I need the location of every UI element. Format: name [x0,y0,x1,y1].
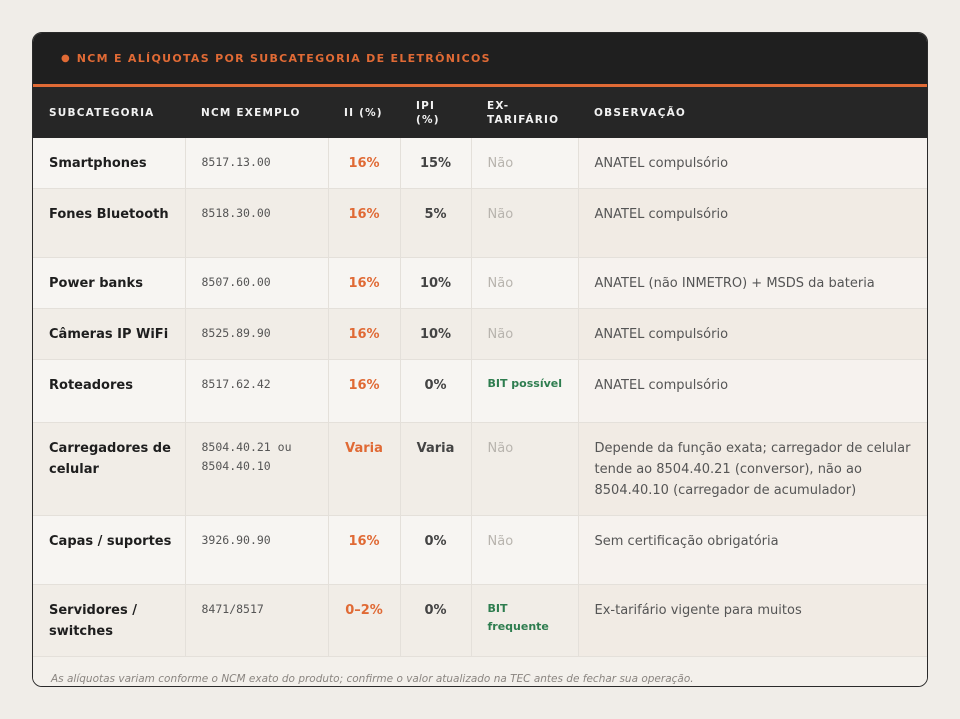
cell-ncm: 8525.89.90 [185,309,328,360]
cell-observacao: Sem certificação obrigatória [578,516,927,585]
cell-ii: Varia [328,423,400,516]
col-header-ex-tarifario: EX-TARIFÁRIO [471,87,578,138]
cell-ii: 16% [328,360,400,423]
cell-ex-tarifario: Não [471,189,578,258]
cell-ncm: 8518.30.00 [185,189,328,258]
cell-ii: 16% [328,189,400,258]
cell-observacao: ANATEL compulsório [578,309,927,360]
cell-ncm: 3926.90.90 [185,516,328,585]
cell-ncm: 8507.60.00 [185,258,328,309]
cell-ii: 16% [328,258,400,309]
cell-subcategoria: Smartphones [33,138,185,189]
card-title: NCM E ALÍQUOTAS POR SUBCATEGORIA DE ELETRÔNICOS [76,52,491,65]
cell-ii: 0–2% [328,585,400,657]
footer-note: As alíquotas variam conforme o NCM exato do produto; confirme o valor atualizado na TEC antes de fechar sua operação. [33,657,927,687]
cell-ii: 16% [328,516,400,585]
table-row [33,258,927,309]
cell-subcategoria: Capas / suportes [33,516,185,585]
cell-ncm: 8517.62.42 [185,360,328,423]
cell-ipi: 10% [400,309,471,360]
cell-observacao: ANATEL (não INMETRO) + MSDS da bateria [578,258,927,309]
card-header [33,33,927,87]
cell-ncm: 8517.13.00 [185,138,328,189]
cell-ncm: 8471/8517 [185,585,328,657]
ncm-table-card [32,32,928,687]
table-row [33,516,927,585]
col-header-subcategoria: SUBCATEGORIA [33,87,185,138]
cell-ipi: 10% [400,258,471,309]
cell-observacao: Ex-tarifário vigente para muitos [578,585,927,657]
cell-ipi: 0% [400,516,471,585]
cell-subcategoria: Câmeras IP WiFi [33,309,185,360]
table-row [33,423,927,516]
cell-ipi: 5% [400,189,471,258]
table-body [33,138,927,657]
cell-ex-tarifario: Não [471,309,578,360]
table-header [33,87,927,138]
cell-observacao: ANATEL compulsório [578,189,927,258]
cell-ex-tarifario: Não [471,423,578,516]
col-header-observacao: OBSERVAÇÃO [578,87,927,138]
cell-subcategoria: Roteadores [33,360,185,423]
cell-observacao: Depende da função exata; carregador de celular tende ao 8504.40.21 (conversor), não ao 8504.40.10 (carregador de acumulador) [578,423,927,516]
cell-subcategoria: Servidores / switches [33,585,185,657]
cell-ipi: 15% [400,138,471,189]
cell-ex-tarifario: Não [471,516,578,585]
cell-ipi: 0% [400,585,471,657]
cell-ipi: 0% [400,360,471,423]
table-row [33,360,927,423]
col-header-ipi: IPI (%) [400,87,471,138]
cell-ex-tarifario: Não [471,138,578,189]
table-row [33,189,927,258]
col-header-ncm: NCM EXEMPLO [185,87,328,138]
cell-observacao: ANATEL compulsório [578,138,927,189]
cell-ncm: 8504.40.21 ou 8504.40.10 [185,423,328,516]
bullet-dot-icon: ● [61,53,70,64]
cell-observacao: ANATEL compulsório [578,360,927,423]
cell-ipi: Varia [400,423,471,516]
table-row [33,309,927,360]
cell-ii: 16% [328,138,400,189]
col-header-ii: II (%) [328,87,400,138]
cell-subcategoria: Carregadores de celular [33,423,185,516]
cell-ex-tarifario: BIT frequente [471,585,578,657]
ncm-table [33,87,927,657]
table-row [33,138,927,189]
cell-ex-tarifario: BIT possível [471,360,578,423]
cell-ex-tarifario: Não [471,258,578,309]
cell-subcategoria: Fones Bluetooth [33,189,185,258]
table-row [33,585,927,657]
cell-ii: 16% [328,309,400,360]
cell-subcategoria: Power banks [33,258,185,309]
